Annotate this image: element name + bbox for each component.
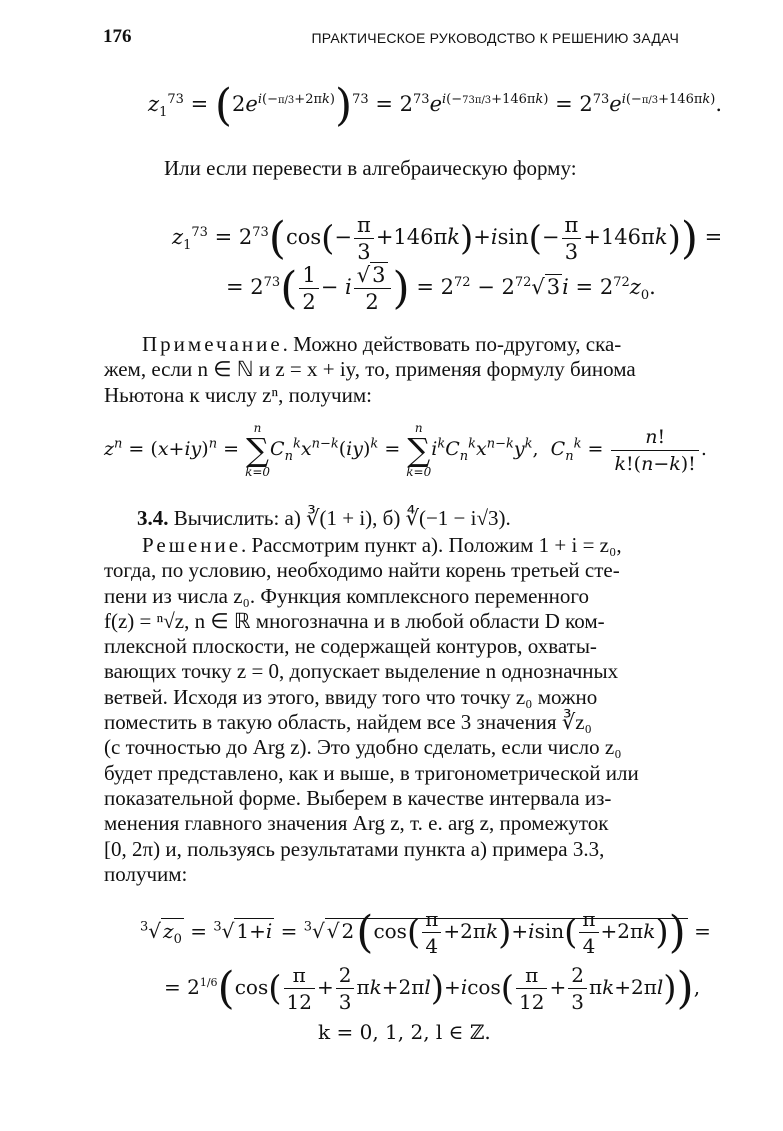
solution-line: вающих точку z = 0, допускает выделение n однозначных: [104, 659, 619, 684]
problem-title: Вычислить: а) ∛(1 + i), б) ∜(−1 − i√3).: [173, 506, 511, 530]
solution-line: показательной форме. Выберем в качестве интервала из-: [104, 785, 612, 810]
note-paragraph: [104, 332, 680, 408]
equation-4c: k = 0, 1, 2, l ∈ ℤ.: [318, 1020, 491, 1044]
solution-line: поместить в такую область, найдем все 3 значения ∛z₀: [104, 710, 592, 735]
equation-1: $z_1^{73} = (2e^{i(-\pi/3+2\pi k)})^{73} = 2^{73}e^{i(-73\pi/3+146\pi k)} = 2^{73}e^{i(-\pi/3+146\pi k)}$.: [148, 80, 723, 131]
solution-line: [0, 2π) и, пользуясь результатами пункта а) примера 3.3,: [104, 836, 605, 861]
equation-binomial: $z^n = (x+iy)^n$ = n ∑ k=0 $C_n^kx^{n-k}(iy)^k$ = n ∑ k=0 $i^kC_n^kx^{n-k}y^k$, $C_n^k$ = $\frac{n!}{k!(n-k)!}$ .: [104, 421, 707, 479]
solution-line: ветвей. Исходя из этого, ввиду того что точку z₀ можно: [104, 684, 598, 709]
equation-2a: $z_1^{73} = 2^{73}(\cos(-$ $\frac{\pi}{3}$ +146πk)+isin(− $\frac{\pi}{3}$ +146πk)) =: [172, 213, 723, 264]
page-number: 176: [103, 26, 132, 47]
equation-4b: = $2^{1/6}(\cos$( $\frac{\pi}{12}$ + $\frac{2}{3}$ πk+2πl)+icos( $\frac{\pi}{12}$ + $\frac{2}{3}$ πk+2πl)),: [164, 963, 701, 1014]
problem-number: 3.4.: [137, 506, 169, 530]
solution-line: (с точностью до Arg z). Это удобно сделать, если число z₀: [104, 735, 622, 760]
note-line-1: . Можно действовать по-другому, ска-: [282, 332, 622, 356]
solution-line: получим:: [104, 861, 188, 886]
solution-line: тогда, по условию, необходимо найти корень третьей сте-: [104, 558, 620, 583]
solution-line: пени из числа z₀. Функция комплексного переменного: [104, 583, 589, 608]
running-title: ПРАКТИЧЕСКОЕ РУКОВОДСТВО К РЕШЕНИЮ ЗАДАЧ: [311, 30, 679, 46]
equation-2b: = $2^{73}$( $\frac{1}{2}$ − i $\frac{√3}{2}$ ) = $2^{72} - 2^{72}√3i = 2^{72}z_0$.: [226, 263, 656, 314]
solution-line: будет представлено, как и выше, в тригонометрической или: [104, 760, 639, 785]
problem-3-4: [137, 506, 697, 531]
solution-line: плексной плоскости, не содержащей контуров, охваты-: [104, 634, 597, 659]
solution-line: f(z) = ⁿ√z, n ∈ ℝ многозначна и в любой области D ком-: [104, 608, 605, 633]
equation-4a: $^3$√ $z_0 = ^3√$ 1+i = $^3$√ √ 2(cos( $\frac{\pi}{4}$ +2πk)+isin( $\frac{\pi}{4}$ +2πk)) =: [140, 907, 711, 958]
paragraph-algebraic-form: Или если перевести в алгебраическую форму:: [164, 156, 577, 180]
solution-line: менения главного значения Arg z, т. е. arg z, промежуток: [104, 811, 609, 836]
solution-line: . Рассмотрим пункт а). Положим 1 + i = z₀,: [241, 533, 622, 557]
note-label: Примечание: [142, 332, 283, 356]
note-line-2: жем, если n ∈ ℕ и z = x + iy, то, применяя формулу бинома: [104, 357, 636, 382]
note-line-3: Ньютона к числу zⁿ, получим:: [104, 382, 372, 407]
solution-label: Решение: [142, 533, 242, 557]
solution-paragraph: [104, 533, 680, 887]
